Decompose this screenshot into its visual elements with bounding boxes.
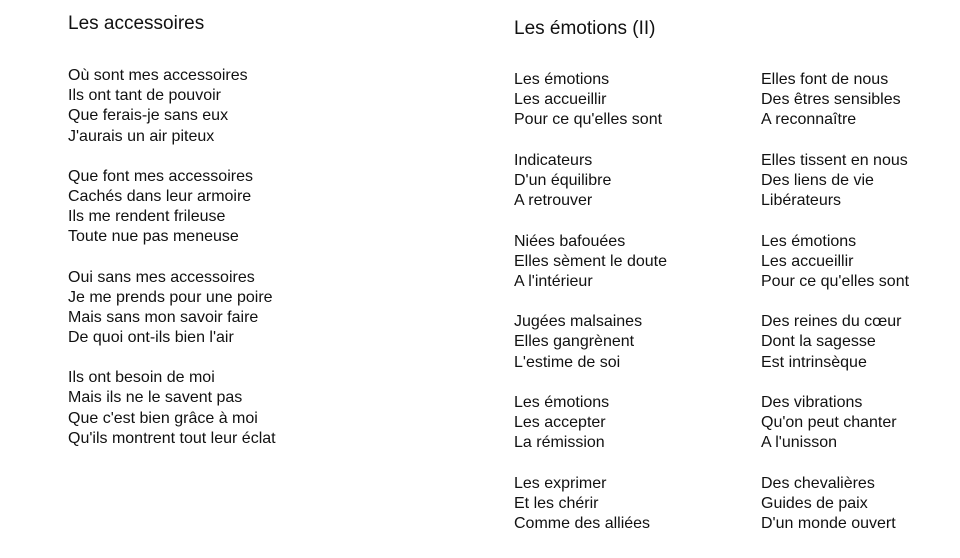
poem-line: Des chevalières — [761, 474, 875, 492]
stanza — [514, 151, 667, 212]
poem-line: Je me prends pour une poire — [68, 288, 273, 306]
stanza — [761, 232, 909, 293]
poem-line: Les exprimer — [514, 474, 607, 492]
poem-line: Où sont mes accessoires — [68, 67, 248, 84]
stanza — [514, 70, 667, 131]
poem-line: Niées bafouées — [514, 232, 626, 250]
poem-line: Comme des alliées — [514, 515, 651, 533]
stanza — [68, 66, 276, 147]
poem-line: Que font mes accessoires — [68, 167, 253, 185]
stanza — [761, 70, 909, 131]
poem-line: Les accepter — [514, 414, 606, 432]
poem-emotions-column-2 — [761, 70, 909, 534]
poem-line: Et les chérir — [514, 494, 599, 512]
poem-line: Mais ils ne le savent pas — [68, 389, 243, 407]
poem-line: Les émotions — [514, 394, 610, 411]
poem-line: Guides de paix — [761, 494, 868, 512]
poem-line: A reconnaître — [761, 111, 857, 129]
poem-line: Les émotions — [761, 232, 857, 250]
poem-line: La rémission — [514, 434, 605, 452]
poem-title-accessoires: Les accessoires — [68, 13, 205, 34]
poem-line: J'aurais un air piteux — [68, 127, 215, 145]
poem-line: Ils ont besoin de moi — [68, 369, 215, 387]
stanza — [514, 393, 667, 454]
poem-line: Elles sèment le doute — [514, 252, 667, 270]
poem-line: D'un équilibre — [514, 171, 612, 189]
stanza — [68, 268, 276, 349]
poem-line: Des reines du cœur — [761, 313, 902, 331]
poem-line: A l'intérieur — [514, 272, 593, 290]
poem-title-emotions: Les émotions (II) — [514, 18, 656, 39]
poem-line: Elles font de nous — [761, 71, 889, 88]
poem-line: Qu'ils montrent tout leur éclat — [68, 429, 276, 447]
poem-accessoires-body — [68, 66, 276, 449]
poem-line: De quoi ont-ils bien l'air — [68, 329, 234, 347]
poem-line: Pour ce qu'elles sont — [514, 111, 663, 129]
poem-line: Toute nue pas meneuse — [68, 228, 239, 246]
poem-emotions-column-1 — [514, 70, 667, 534]
poem-line: Ils me rendent frileuse — [68, 208, 226, 226]
poem-line: Que ferais-je sans eux — [68, 107, 229, 125]
poem-line: Cachés dans leur armoire — [68, 187, 252, 205]
poem-line: Jugées malsaines — [514, 313, 643, 331]
poem-line: Les émotions — [514, 71, 610, 88]
stanza — [68, 368, 276, 449]
poem-line: D'un monde ouvert — [761, 515, 896, 533]
poem-line: A retrouver — [514, 192, 593, 210]
poem-line: Des liens de vie — [761, 171, 874, 189]
stanza — [761, 393, 909, 454]
poem-line: L'estime de soi — [514, 353, 621, 371]
poem-line: Qu'on peut chanter — [761, 414, 897, 432]
poem-line: Pour ce qu'elles sont — [761, 272, 910, 290]
poem-line: Oui sans mes accessoires — [68, 268, 255, 286]
poem-line: Des êtres sensibles — [761, 91, 901, 109]
poem-line: Les accueillir — [761, 252, 854, 270]
poem-line: Elles tissent en nous — [761, 151, 908, 169]
stanza — [514, 474, 667, 535]
poem-line: Est intrinsèque — [761, 353, 867, 371]
stanza — [514, 232, 667, 293]
stanza — [68, 167, 276, 248]
poem-line: Elles gangrènent — [514, 333, 635, 351]
poem-line: Indicateurs — [514, 151, 593, 169]
poem-line: Mais sans mon savoir faire — [68, 308, 259, 326]
stanza — [761, 474, 909, 535]
poem-line: Libérateurs — [761, 192, 842, 210]
poem-line: Que c'est bien grâce à moi — [68, 409, 258, 427]
poem-line: Les accueillir — [514, 91, 607, 109]
poem-line: A l'unisson — [761, 434, 837, 452]
stanza — [514, 312, 667, 373]
poem-line: Ils ont tant de pouvoir — [68, 87, 221, 105]
stanza — [761, 151, 909, 212]
stanza — [761, 312, 909, 373]
poem-line: Des vibrations — [761, 394, 863, 411]
poem-line: Dont la sagesse — [761, 333, 876, 351]
